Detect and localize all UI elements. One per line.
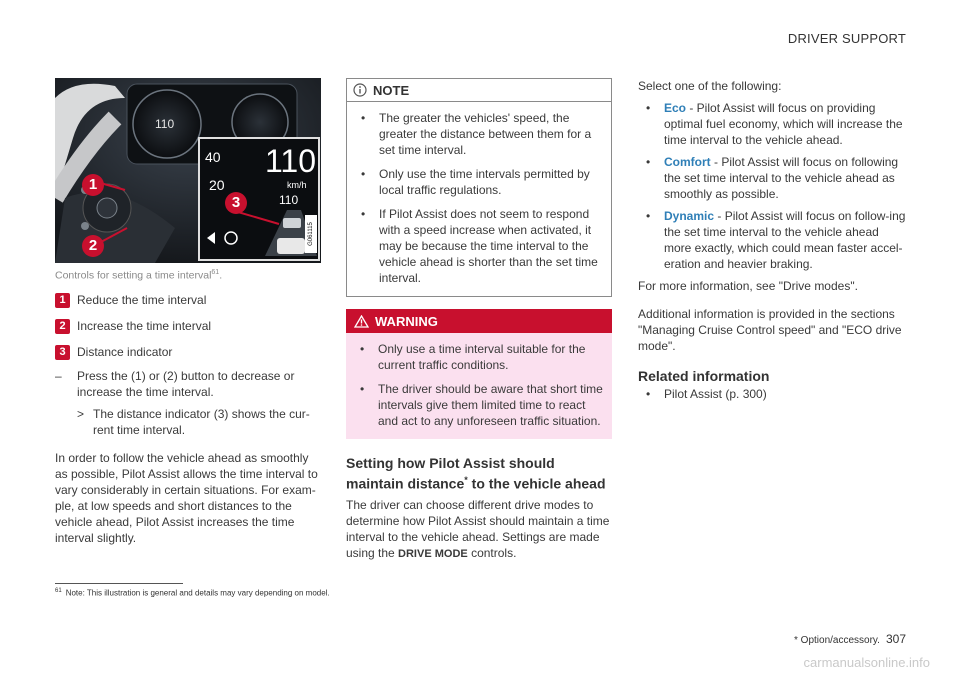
setting-paragraph: The driver can choose different drive modes to determine how Pilot Assist should maintain a time interval to the vehicle ahead. Settings are made using the DRIVE MODE controls. <box>346 497 610 560</box>
warning-label: WARNING <box>375 313 438 329</box>
note-item: • The greater the vehicles' speed, the greater the distance between them for a set time interval. <box>361 111 592 157</box>
legend-item: 2 Increase the time interval <box>55 318 321 334</box>
callout-2-badge: 2 <box>82 235 104 257</box>
legend-item: 1 Reduce the time interval <box>55 292 321 308</box>
note-item: • If Pilot Assist does not seem to respond with a speed increase when activated, it may be because the time interval to the vehicle ahead is shorter than the set time interval. <box>361 207 598 285</box>
instruction-step: – Press the (1) or (2) button to decrease or increase the time interval. <box>55 368 295 399</box>
inset-40-label: 40 <box>205 149 221 165</box>
column-middle <box>346 78 612 562</box>
page-footer <box>794 632 906 646</box>
col1-paragraph: In order to follow the vehicle ahead as smoothly as possible, Pilot Assist allows the time interval to vary considerably in certain situations. For exam-ple, at low speeds and short distances to the vehicle ahead, Pilot Assist increases the time interval slightly. <box>55 450 318 545</box>
related-info-link[interactable]: • Pilot Assist (p. 300) <box>646 387 767 401</box>
additional-info-paragraph: Additional information is provided in the sections "Managing Cruise Control speed" and "ECO drive mode". <box>638 307 902 353</box>
column-left <box>55 78 321 546</box>
setting-heading: Setting how Pilot Assist should maintain distance* to the vehicle ahead <box>346 455 606 492</box>
instruction-result: > The distance indicator (3) shows the cur-rent time interval. <box>77 406 310 437</box>
drive-mode-item: • Dynamic - Pilot Assist will focus on follow-ing the set time interval to the vehicle ahead more exactly, which could mean faster accel-eration and heavier braking. <box>646 209 906 271</box>
warning-triangle-icon <box>354 315 369 328</box>
footnote-divider <box>55 583 183 584</box>
callout-3-badge: 3 <box>225 192 247 214</box>
watermark: carmanualsonline.info <box>803 655 930 670</box>
select-intro: Select one of the following: <box>638 79 782 93</box>
inset-20-label: 20 <box>209 177 225 193</box>
section-title: DRIVER SUPPORT <box>787 31 906 46</box>
note-item: • Only use the time intervals permitted by local traffic regulations. <box>361 167 590 197</box>
figure-code: G061115 <box>305 215 317 253</box>
steering-wheel-figure <box>55 78 321 263</box>
column-right <box>638 78 906 408</box>
option-note: * Option/accessory. <box>794 635 880 646</box>
warning-item: • The driver should be aware that short time intervals give them limited time to react and act to any unforeseen traffic situation. <box>360 382 603 428</box>
legend-item: 3 Distance indicator <box>55 344 321 360</box>
drive-mode-list <box>638 100 906 272</box>
cluster-speed-text: 110 <box>155 117 175 131</box>
inset-speed-big: 110 <box>265 143 317 179</box>
related-info-heading: Related information <box>638 368 770 384</box>
related-info-list <box>638 386 906 402</box>
figure-caption: Controls for setting a time interval$^{61}$. <box>55 269 223 282</box>
note-label: NOTE <box>373 82 410 98</box>
more-info-paragraph: For more information, see "Drive modes". <box>638 279 858 293</box>
warning-box <box>346 309 612 439</box>
warning-item: • Only use a time interval suitable for the current traffic conditions. <box>360 342 586 372</box>
footnote: $^{61}$ Note: This illustration is general and details may vary depending on model. <box>55 588 330 598</box>
inset-unit: km/h <box>287 180 307 190</box>
caption-footnote-ref[interactable]: 61 <box>211 269 220 276</box>
drive-mode-item: • Comfort - Pilot Assist will focus on following the set time interval to the vehicle ahead as smoothly as possible. <box>646 155 899 201</box>
note-box <box>346 78 612 297</box>
callout-1-badge: 1 <box>82 174 104 196</box>
info-icon <box>353 83 367 97</box>
page-number: 307 <box>885 632 906 646</box>
inset-speed-small: 110 <box>279 193 299 207</box>
legend-list <box>55 292 321 360</box>
drive-mode-item: • Eco - Pilot Assist will focus on providing optimal fuel economy, which will increase the time interval to the vehicle ahead. <box>646 101 903 147</box>
